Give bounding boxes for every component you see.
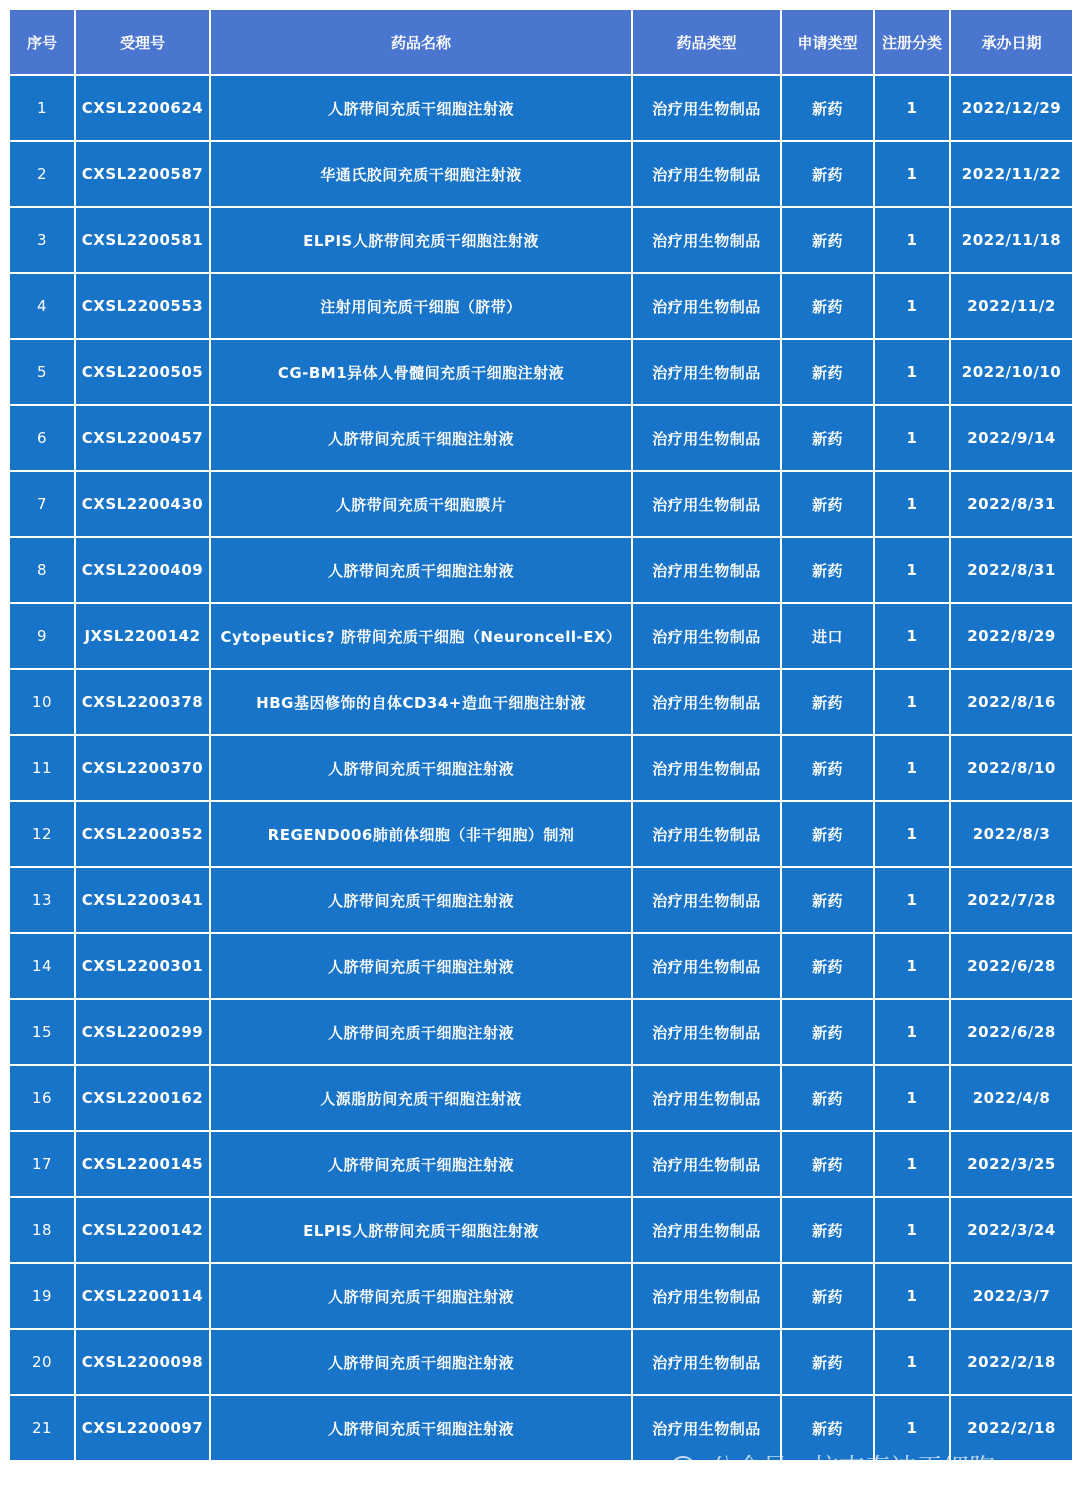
cell-drug-name: 人脐带间充质干细胞注射液 (210, 1329, 632, 1395)
cell-drug-name: HBG基因修饰的自体CD34+造血干细胞注射液 (210, 669, 632, 735)
table-row (9, 735, 1073, 801)
cell-application-type: 新药 (781, 999, 874, 1065)
cell-serial-number: 3 (9, 207, 75, 273)
cell-handling-date: 2022/11/2 (950, 273, 1073, 339)
cell-acceptance-number: JXSL2200142 (75, 603, 210, 669)
cell-application-type: 新药 (781, 1131, 874, 1197)
cell-serial-number: 8 (9, 537, 75, 603)
cell-acceptance-number: CXSL2200301 (75, 933, 210, 999)
cell-registration-class: 1 (874, 471, 950, 537)
cell-drug-type: 治疗用生物制品 (632, 1395, 781, 1461)
cell-handling-date: 2022/2/18 (950, 1329, 1073, 1395)
cell-serial-number: 13 (9, 867, 75, 933)
cell-handling-date: 2022/8/29 (950, 603, 1073, 669)
cell-drug-name: CG-BM1异体人骨髓间充质干细胞注射液 (210, 339, 632, 405)
cell-application-type: 新药 (781, 405, 874, 471)
cell-registration-class: 1 (874, 75, 950, 141)
cell-acceptance-number: CXSL2200624 (75, 75, 210, 141)
cell-serial-number: 19 (9, 1263, 75, 1329)
cell-acceptance-number: CXSL2200341 (75, 867, 210, 933)
cell-drug-name: 人脐带间充质干细胞注射液 (210, 537, 632, 603)
cell-serial-number: 18 (9, 1197, 75, 1263)
cell-application-type: 新药 (781, 273, 874, 339)
cell-registration-class: 1 (874, 339, 950, 405)
cell-registration-class: 1 (874, 273, 950, 339)
cell-registration-class: 1 (874, 735, 950, 801)
cell-application-type: 新药 (781, 471, 874, 537)
cell-application-type: 新药 (781, 141, 874, 207)
table-row (9, 405, 1073, 471)
cell-drug-name: 人脐带间充质干细胞注射液 (210, 1263, 632, 1329)
cell-serial-number: 11 (9, 735, 75, 801)
registration-table-container (8, 8, 1072, 1462)
cell-handling-date: 2022/8/10 (950, 735, 1073, 801)
cell-handling-date: 2022/9/14 (950, 405, 1073, 471)
cell-serial-number: 12 (9, 801, 75, 867)
cell-acceptance-number: CXSL2200370 (75, 735, 210, 801)
cell-acceptance-number: CXSL2200505 (75, 339, 210, 405)
cell-registration-class: 1 (874, 141, 950, 207)
cell-acceptance-number: CXSL2200378 (75, 669, 210, 735)
cell-application-type: 新药 (781, 1065, 874, 1131)
header-application-type: 申请类型 (781, 9, 874, 75)
table-row (9, 933, 1073, 999)
header-row (9, 9, 1073, 75)
cell-handling-date: 2022/11/18 (950, 207, 1073, 273)
cell-drug-type: 治疗用生物制品 (632, 603, 781, 669)
cell-drug-type: 治疗用生物制品 (632, 867, 781, 933)
header-handling-date: 承办日期 (950, 9, 1073, 75)
cell-serial-number: 14 (9, 933, 75, 999)
table-row (9, 75, 1073, 141)
cell-drug-name: 人脐带间充质干细胞注射液 (210, 999, 632, 1065)
cell-drug-type: 治疗用生物制品 (632, 1263, 781, 1329)
cell-serial-number: 4 (9, 273, 75, 339)
cell-drug-type: 治疗用生物制品 (632, 669, 781, 735)
cell-drug-type: 治疗用生物制品 (632, 339, 781, 405)
cell-application-type: 新药 (781, 801, 874, 867)
cell-handling-date: 2022/11/22 (950, 141, 1073, 207)
cell-handling-date: 2022/8/16 (950, 669, 1073, 735)
cell-drug-name: 人脐带间充质干细胞注射液 (210, 735, 632, 801)
cell-handling-date: 2022/3/24 (950, 1197, 1073, 1263)
cell-acceptance-number: CXSL2200587 (75, 141, 210, 207)
cell-acceptance-number: CXSL2200098 (75, 1329, 210, 1395)
table-row (9, 1395, 1073, 1461)
cell-acceptance-number: CXSL2200457 (75, 405, 210, 471)
header-drug-type: 药品类型 (632, 9, 781, 75)
cell-serial-number: 21 (9, 1395, 75, 1461)
cell-drug-name: 人脐带间充质干细胞注射液 (210, 933, 632, 999)
cell-drug-name: 人脐带间充质干细胞膜片 (210, 471, 632, 537)
table-row (9, 1263, 1073, 1329)
cell-acceptance-number: CXSL2200162 (75, 1065, 210, 1131)
cell-serial-number: 20 (9, 1329, 75, 1395)
cell-registration-class: 1 (874, 1065, 950, 1131)
cell-serial-number: 7 (9, 471, 75, 537)
cell-acceptance-number: CXSL2200114 (75, 1263, 210, 1329)
cell-serial-number: 9 (9, 603, 75, 669)
cell-handling-date: 2022/6/28 (950, 999, 1073, 1065)
cell-drug-name: 华通氏胶间充质干细胞注射液 (210, 141, 632, 207)
cell-application-type: 新药 (781, 1395, 874, 1461)
cell-drug-name: ELPIS人脐带间充质干细胞注射液 (210, 1197, 632, 1263)
cell-handling-date: 2022/8/31 (950, 471, 1073, 537)
cell-drug-type: 治疗用生物制品 (632, 273, 781, 339)
cell-application-type: 新药 (781, 1197, 874, 1263)
table-row (9, 1131, 1073, 1197)
cell-application-type: 进口 (781, 603, 874, 669)
cell-drug-type: 治疗用生物制品 (632, 801, 781, 867)
cell-registration-class: 1 (874, 1395, 950, 1461)
table-row (9, 471, 1073, 537)
table-row (9, 999, 1073, 1065)
cell-drug-name: Cytopeutics? 脐带间充质干细胞（Neuroncell-EX） (210, 603, 632, 669)
cell-serial-number: 5 (9, 339, 75, 405)
watermark-text: 公众号 · 杭吉泰迪干细胞 (710, 1454, 995, 1484)
cell-application-type: 新药 (781, 867, 874, 933)
cell-drug-type: 治疗用生物制品 (632, 999, 781, 1065)
cell-drug-type: 治疗用生物制品 (632, 1329, 781, 1395)
cell-registration-class: 1 (874, 1197, 950, 1263)
cell-handling-date: 2022/12/29 (950, 75, 1073, 141)
cell-drug-name: REGEND006肺前体细胞（非干细胞）制剂 (210, 801, 632, 867)
table-row (9, 1197, 1073, 1263)
cell-handling-date: 2022/8/3 (950, 801, 1073, 867)
cell-registration-class: 1 (874, 1263, 950, 1329)
cell-acceptance-number: CXSL2200299 (75, 999, 210, 1065)
cell-drug-name: 人源脂肪间充质干细胞注射液 (210, 1065, 632, 1131)
table-row (9, 537, 1073, 603)
cell-serial-number: 10 (9, 669, 75, 735)
cell-drug-name: 人脐带间充质干细胞注射液 (210, 75, 632, 141)
cell-drug-type: 治疗用生物制品 (632, 1065, 781, 1131)
cell-registration-class: 1 (874, 207, 950, 273)
cell-acceptance-number: CXSL2200352 (75, 801, 210, 867)
cell-application-type: 新药 (781, 1329, 874, 1395)
cell-handling-date: 2022/3/7 (950, 1263, 1073, 1329)
cell-registration-class: 1 (874, 999, 950, 1065)
cell-drug-type: 治疗用生物制品 (632, 471, 781, 537)
cell-drug-type: 治疗用生物制品 (632, 75, 781, 141)
cell-drug-type: 治疗用生物制品 (632, 207, 781, 273)
cell-handling-date: 2022/7/28 (950, 867, 1073, 933)
cell-drug-type: 治疗用生物制品 (632, 1197, 781, 1263)
cell-application-type: 新药 (781, 735, 874, 801)
cell-drug-name: 人脐带间充质干细胞注射液 (210, 1131, 632, 1197)
drug-registration-table (8, 8, 1074, 1462)
cell-acceptance-number: CXSL2200430 (75, 471, 210, 537)
cell-acceptance-number: CXSL2200142 (75, 1197, 210, 1263)
cell-handling-date: 2022/10/10 (950, 339, 1073, 405)
cell-registration-class: 1 (874, 537, 950, 603)
cell-registration-class: 1 (874, 405, 950, 471)
cell-serial-number: 15 (9, 999, 75, 1065)
table-row (9, 603, 1073, 669)
cell-application-type: 新药 (781, 75, 874, 141)
cell-serial-number: 17 (9, 1131, 75, 1197)
cell-application-type: 新药 (781, 933, 874, 999)
cell-drug-name: 人脐带间充质干细胞注射液 (210, 867, 632, 933)
cell-registration-class: 1 (874, 1329, 950, 1395)
table-row (9, 141, 1073, 207)
cell-serial-number: 16 (9, 1065, 75, 1131)
cell-drug-type: 治疗用生物制品 (632, 1131, 781, 1197)
cell-registration-class: 1 (874, 867, 950, 933)
cell-drug-name: ELPIS人脐带间充质干细胞注射液 (210, 207, 632, 273)
cell-drug-name: 注射用间充质干细胞（脐带） (210, 273, 632, 339)
table-row (9, 207, 1073, 273)
cell-serial-number: 2 (9, 141, 75, 207)
cell-handling-date: 2022/3/25 (950, 1131, 1073, 1197)
cell-registration-class: 1 (874, 801, 950, 867)
table-row (9, 669, 1073, 735)
cell-application-type: 新药 (781, 207, 874, 273)
header-serial-number: 序号 (9, 9, 75, 75)
cell-application-type: 新药 (781, 669, 874, 735)
table-row (9, 273, 1073, 339)
table-row (9, 801, 1073, 867)
cell-drug-type: 治疗用生物制品 (632, 537, 781, 603)
cell-serial-number: 1 (9, 75, 75, 141)
table-header (9, 9, 1073, 75)
table-body (9, 75, 1073, 1461)
header-acceptance-number: 受理号 (75, 9, 210, 75)
cell-application-type: 新药 (781, 1263, 874, 1329)
cell-acceptance-number: CXSL2200097 (75, 1395, 210, 1461)
cell-serial-number: 6 (9, 405, 75, 471)
table-row (9, 1065, 1073, 1131)
cell-drug-name: 人脐带间充质干细胞注射液 (210, 405, 632, 471)
header-drug-name: 药品名称 (210, 9, 632, 75)
cell-application-type: 新药 (781, 537, 874, 603)
header-registration-class: 注册分类 (874, 9, 950, 75)
cell-handling-date: 2022/6/28 (950, 933, 1073, 999)
cell-drug-type: 治疗用生物制品 (632, 141, 781, 207)
cell-registration-class: 1 (874, 933, 950, 999)
cell-drug-type: 治疗用生物制品 (632, 933, 781, 999)
cell-acceptance-number: CXSL2200409 (75, 537, 210, 603)
cell-acceptance-number: CXSL2200581 (75, 207, 210, 273)
cell-registration-class: 1 (874, 603, 950, 669)
table-row (9, 867, 1073, 933)
cell-acceptance-number: CXSL2200553 (75, 273, 210, 339)
cell-handling-date: 2022/4/8 (950, 1065, 1073, 1131)
table-row (9, 1329, 1073, 1395)
cell-handling-date: 2022/2/18 (950, 1395, 1073, 1461)
cell-drug-name: 人脐带间充质干细胞注射液 (210, 1395, 632, 1461)
table-row (9, 339, 1073, 405)
cell-acceptance-number: CXSL2200145 (75, 1131, 210, 1197)
cell-registration-class: 1 (874, 1131, 950, 1197)
cell-drug-type: 治疗用生物制品 (632, 405, 781, 471)
cell-handling-date: 2022/8/31 (950, 537, 1073, 603)
cell-application-type: 新药 (781, 339, 874, 405)
cell-drug-type: 治疗用生物制品 (632, 735, 781, 801)
cell-registration-class: 1 (874, 669, 950, 735)
